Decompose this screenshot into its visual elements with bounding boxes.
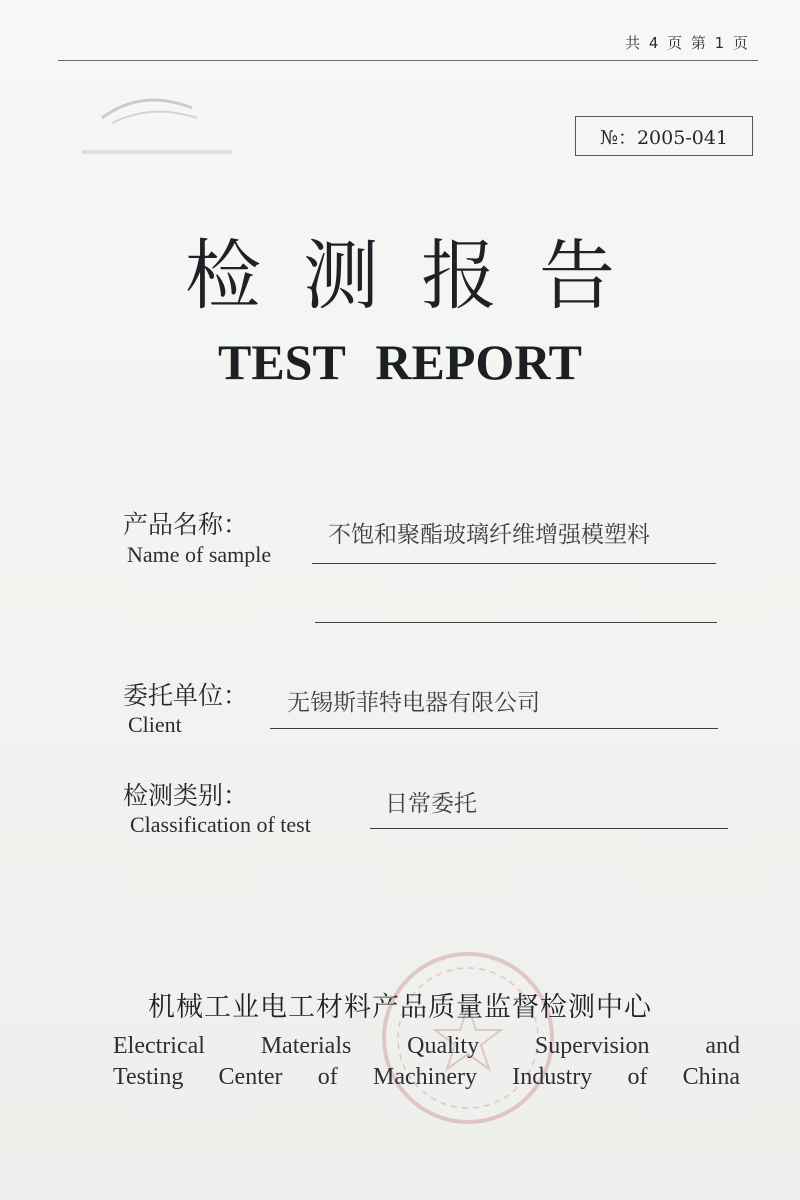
sample-label-cn: 产品名称：	[123, 510, 249, 539]
sample-value: 不饱和聚酯玻璃纤维增强模塑料	[328, 522, 650, 548]
org-en-word: China	[682, 1064, 740, 1090]
org-en-word: Center	[218, 1064, 283, 1090]
org-en-word: Electrical	[113, 1033, 205, 1059]
classification-value: 日常委托	[385, 791, 477, 817]
org-en-word: Quality	[407, 1033, 480, 1059]
page-count: 共 4 页 第 1 页	[625, 34, 750, 52]
client-underline	[270, 728, 718, 729]
sample-underline	[312, 563, 716, 564]
header-divider	[58, 60, 758, 61]
organization-name-en-line2	[113, 1064, 740, 1091]
organization-name-en-line1	[113, 1033, 740, 1060]
classification-label-cn: 检测类别：	[123, 781, 249, 810]
classification-label-en: Classification of test	[130, 812, 311, 837]
org-en-word: and	[705, 1033, 740, 1059]
sample-label-en: Name of sample	[127, 542, 272, 567]
title-english: TEST REPORT	[217, 334, 583, 390]
sample-underline-2	[315, 622, 717, 623]
title-chinese: 检测报告	[185, 231, 657, 320]
report-number: №：2005-041	[575, 116, 753, 156]
client-label-cn: 委托单位：	[123, 681, 249, 710]
org-en-word: Machinery	[373, 1064, 477, 1090]
org-en-word: of	[317, 1064, 338, 1090]
faint-logo-icon	[82, 78, 232, 158]
org-en-word: Testing	[113, 1064, 184, 1090]
org-en-word: Supervision	[534, 1033, 650, 1059]
org-en-word: of	[627, 1064, 648, 1090]
classification-underline	[370, 828, 728, 829]
organization-name-cn: 机械工业电工材料产品质量监督检测中心	[148, 992, 652, 1023]
client-value: 无锡斯菲特电器有限公司	[287, 690, 540, 716]
org-en-word: Materials	[260, 1033, 352, 1059]
client-label-en: Client	[128, 712, 182, 737]
org-en-word: Industry	[512, 1064, 593, 1090]
